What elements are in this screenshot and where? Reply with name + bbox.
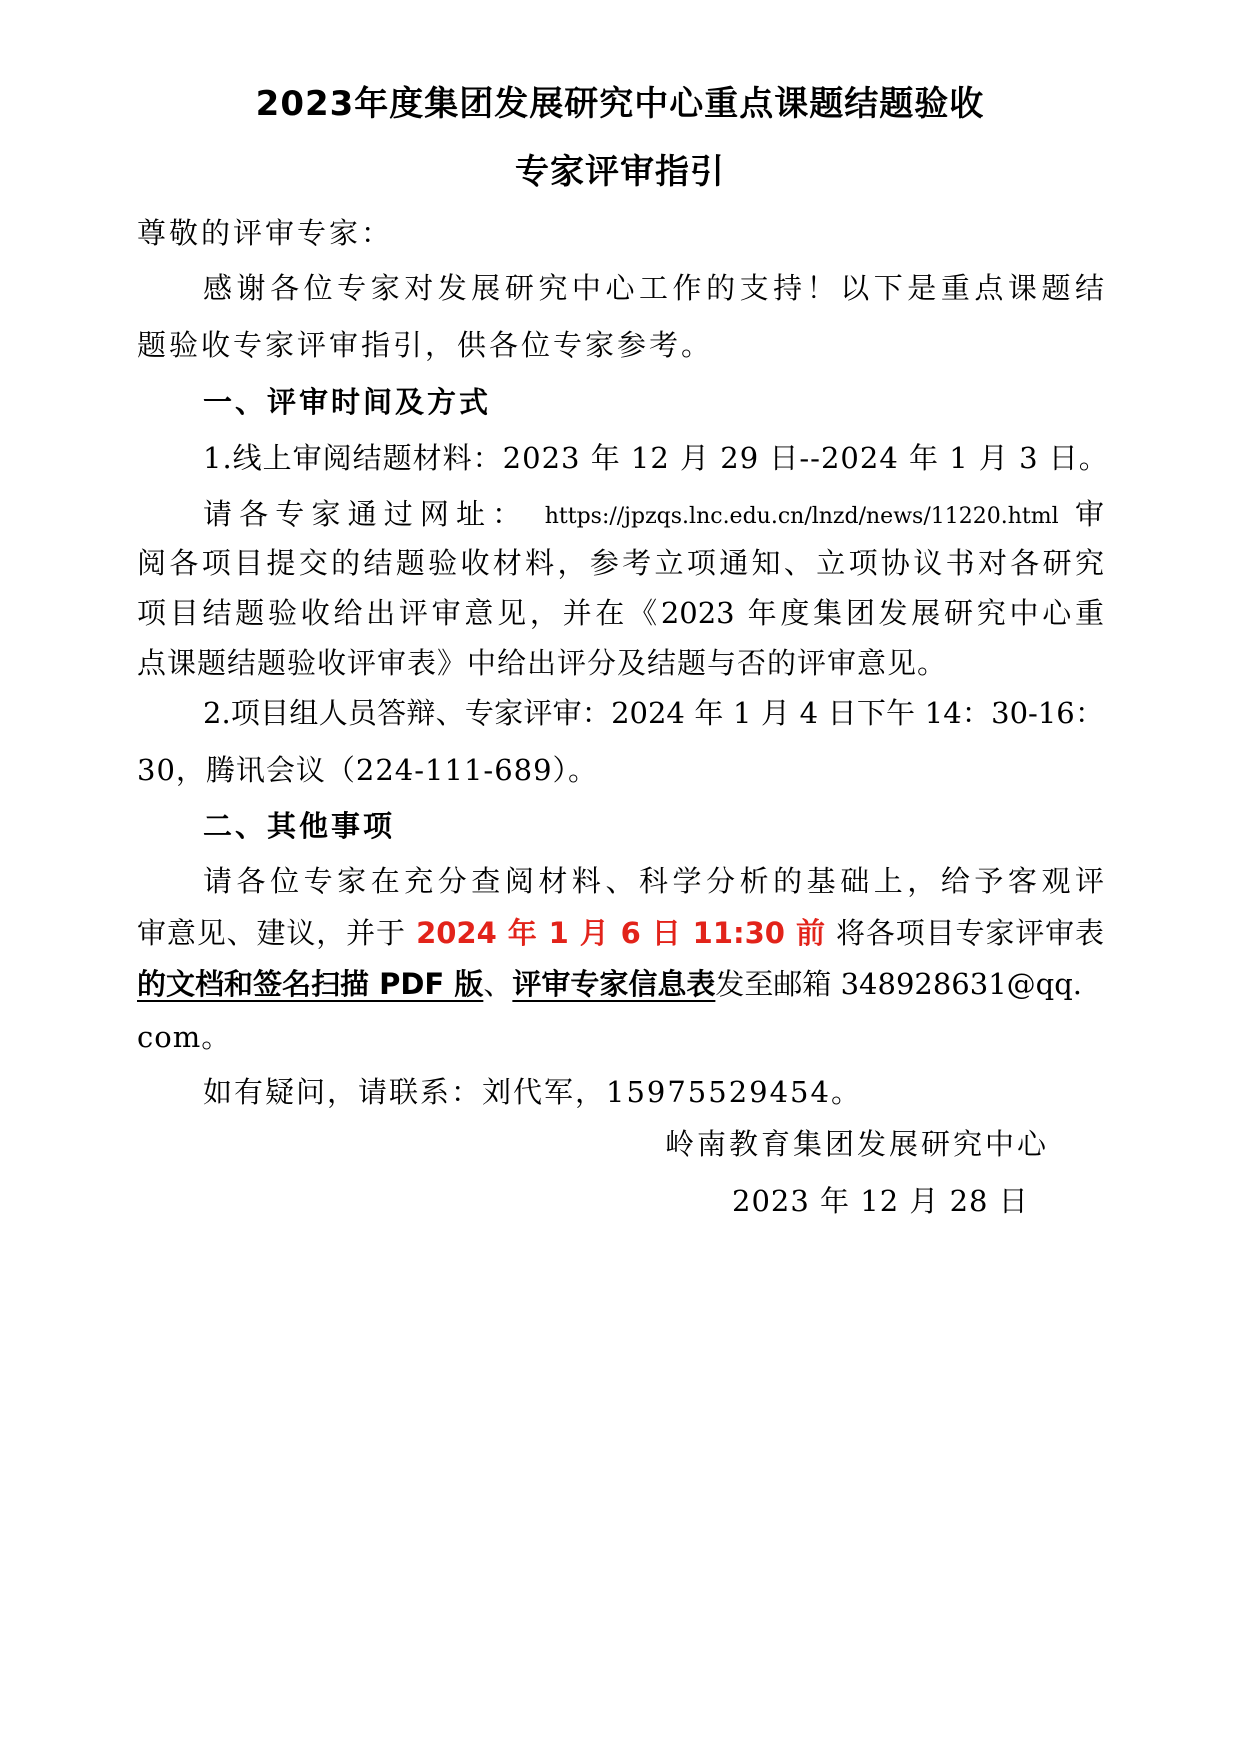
url-suffix: 审 xyxy=(1075,497,1105,531)
section2-line4: com。 xyxy=(137,1020,232,1054)
intro-line-2: 题验收专家评审指引，供各位专家参考。 xyxy=(137,328,714,362)
section1-item2-line1: 2.项目组人员答辩、专家评审：2024 年 1 月 4 日下午 14：30-16： xyxy=(203,696,1104,730)
section1-heading: 一、评审时间及方式 xyxy=(203,385,492,419)
section2-line3 xyxy=(137,964,1104,1004)
url-prefix: 请各专家通过网址： xyxy=(203,497,529,531)
section2-heading: 二、其他事项 xyxy=(203,809,396,843)
section1-url-line xyxy=(203,494,1104,537)
section2-line2-suffix: 将各项目专家评审表 xyxy=(835,916,1104,950)
document-title-line2: 专家评审指引 xyxy=(515,152,725,192)
expert-info-form-requirement: 评审专家信息表 xyxy=(512,967,716,1001)
submission-email: 发至邮箱 348928631@qq. xyxy=(715,967,1082,1001)
section1-item1: 1.线上审阅结题材料：2023 年 12 月 29 日--2024 年 1 月 3 日。 xyxy=(203,441,1109,475)
section1-item2-line2: 30，腾讯会议（224-111-689）。 xyxy=(137,753,599,787)
deadline-highlight: 2024 年 1 月 6 日 11:30 前 xyxy=(416,916,826,950)
section1-body-line2: 阅各项目提交的结题验收材料，参考立项通知、立项协议书对各研究 xyxy=(137,546,1104,580)
intro-line-1: 感谢各位专家对发展研究中心工作的支持！以下是重点课题结 xyxy=(203,271,1104,305)
section1-body-line3: 项目结题验收给出评审意见，并在《2023 年度集团发展研究中心重 xyxy=(137,596,1104,630)
review-url-link[interactable]: https://jpzqs.lnc.edu.cn/lnzd/news/11220.html xyxy=(544,504,1059,529)
section2-line2-prefix: 审意见、建议，并于 xyxy=(137,916,406,950)
section2-line2 xyxy=(137,913,1104,953)
section2-line3-separator: 、 xyxy=(483,967,513,1001)
document-title-line1: 2023年度集团发展研究中心重点课题结题验收 xyxy=(255,84,985,124)
section1-body-line4: 点课题结题验收评审表》中给出评分及结题与否的评审意见。 xyxy=(137,646,948,680)
contact-line: 如有疑问，请联系：刘代军，15975529454。 xyxy=(203,1075,862,1109)
scan-pdf-requirement: 的文档和签名扫描 PDF 版 xyxy=(137,967,484,1001)
section2-line1: 请各位专家在充分查阅材料、科学分析的基础上，给予客观评 xyxy=(203,864,1104,898)
signature-org: 岭南教育集团发展研究中心 xyxy=(665,1127,1050,1161)
salutation: 尊敬的评审专家： xyxy=(137,216,394,250)
signature-date: 2023 年 12 月 28 日 xyxy=(732,1184,1029,1218)
